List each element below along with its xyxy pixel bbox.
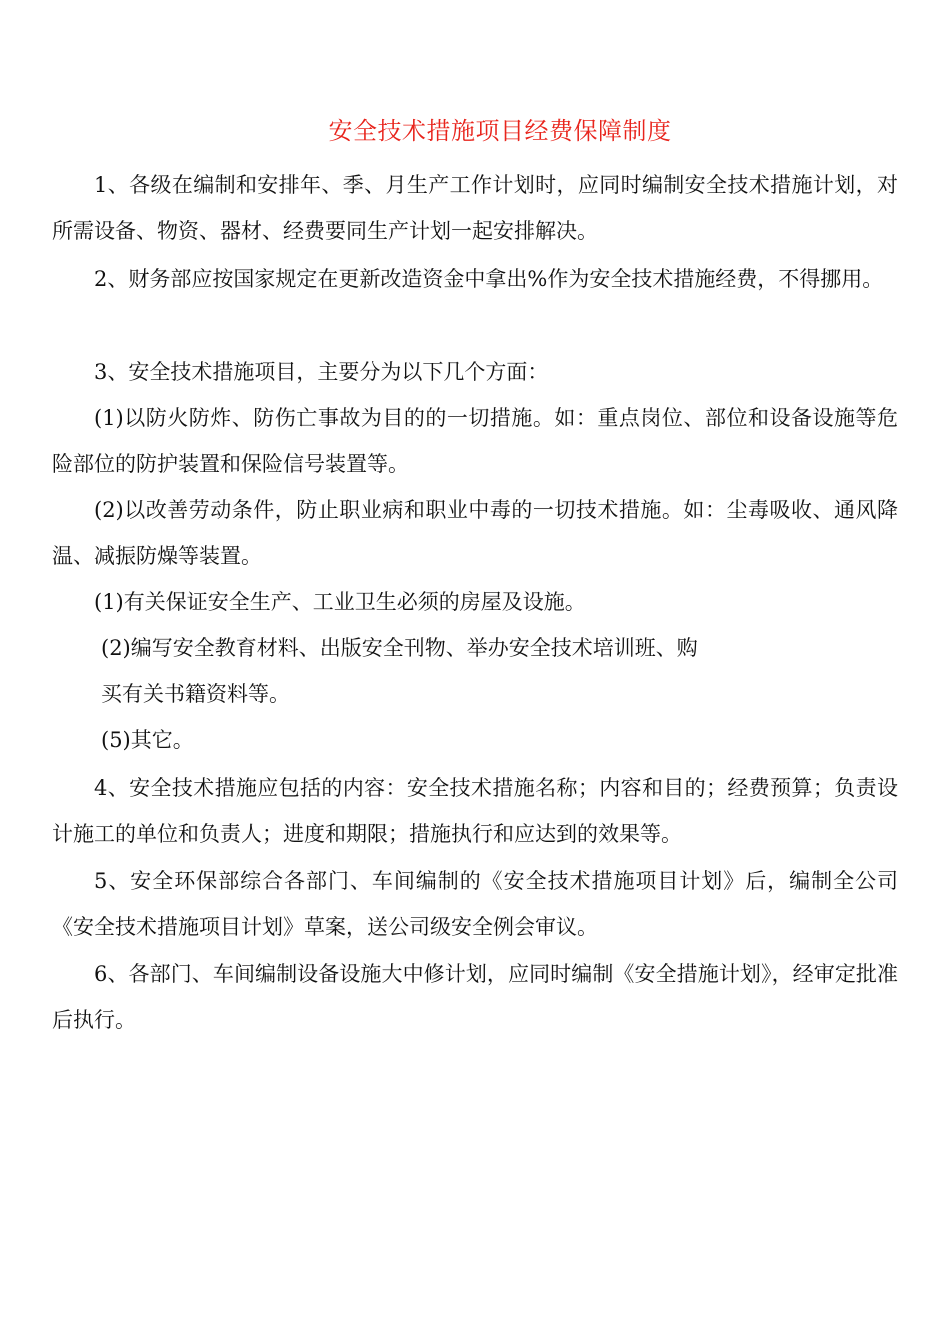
paragraph-3-item-2: (2)以改善劳动条件，防止职业病和职业中毒的一切技术措施。如：尘毒吸收、通风降温、减振防燥等装置。 bbox=[52, 498, 898, 568]
paragraph-4: 4、安全技术措施应包括的内容：安全技术措施名称；内容和目的；经费预算；负责设计施工的单位和负责人；进度和期限；措施执行和应达到的效果等。 bbox=[52, 776, 898, 846]
paragraph-3: 3、安全技术措施项目，主要分为以下几个方面： bbox=[94, 360, 549, 384]
paragraph-3-item-1: (1)以防火防炸、防伤亡事故为目的的一切措施。如：重点岗位、部位和设备设施等危险部位的防护装置和保险信号装置等。 bbox=[52, 406, 898, 476]
paragraph-1: 1、各级在编制和安排年、季、月生产工作计划时，应同时编制安全技术措施计划，对所需设备、物资、器材、经费要同生产计划一起安排解决。 bbox=[52, 173, 898, 243]
paragraph-5: 5、安全环保部综合各部门、车间编制的《安全技术措施项目计划》后，编制全公司《安全技术措施项目计划》草案，送公司级安全例会审议。 bbox=[52, 869, 898, 939]
paragraph-2: 2、财务部应按国家规定在更新改造资金中拿出%作为安全技术措施经费，不得挪用。 bbox=[94, 267, 884, 291]
paragraph-3-item-5: (5)其它。 bbox=[101, 728, 194, 752]
paragraph-3-item-4-line-1: (2)编写安全教育材料、出版安全刊物、举办安全技术培训班、购 bbox=[101, 636, 698, 660]
paragraph-3-item-3: (1)有关保证安全生产、工业卫生必须的房屋及设施。 bbox=[94, 590, 586, 614]
document-title: 安全技术措施项目经费保障制度 bbox=[328, 117, 672, 145]
paragraph-6: 6、各部门、车间编制设备设施大中修计划，应同时编制《安全措施计划》，经审定批准后执行。 bbox=[52, 962, 898, 1032]
paragraph-3-item-4-line-2: 买有关书籍资料等。 bbox=[101, 682, 290, 706]
